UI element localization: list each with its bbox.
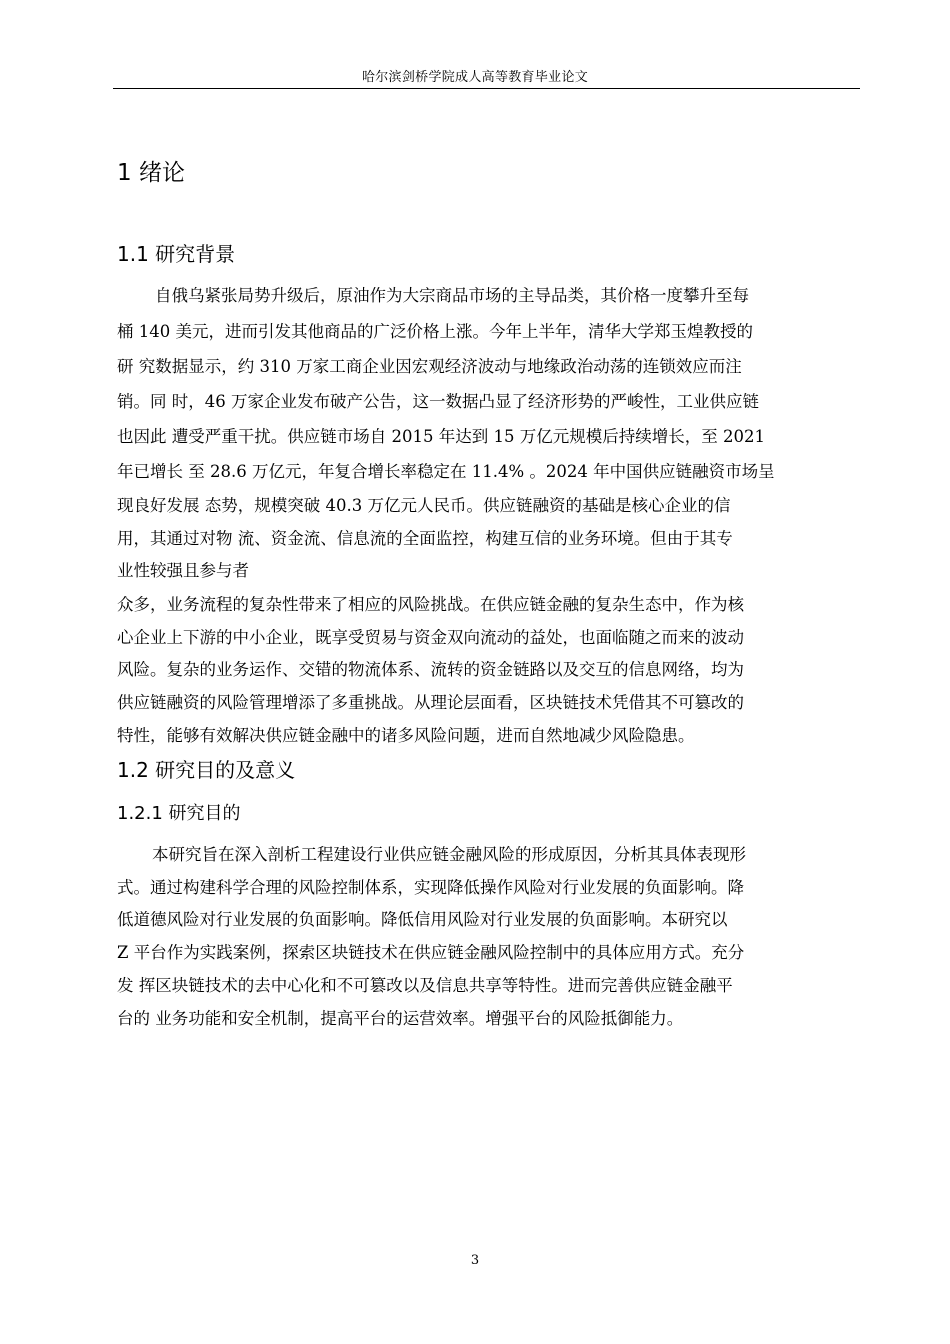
paragraph-line: 风险。复杂的业务运作、交错的物流体系、流转的资金链路以及交互的信息网络，均为 (117, 660, 744, 679)
paragraph-line: Z 平台作为实践案例，探索区块链技术在供应链金融风险控制中的具体应用方式。充分 (117, 943, 745, 962)
page-number: 3 (470, 1253, 480, 1268)
paragraph-line: 本研究旨在深入剖析工程建设行业供应链金融风险的形成原因，分析其具体表现形 (152, 845, 746, 864)
paragraph-line: 式。通过构建科学合理的风险控制体系，实现降低操作风险对行业发展的负面影响。降 (117, 878, 744, 897)
section-title-1-2: 1.2 研究目的及意义 (117, 758, 296, 782)
paragraph-line: 特性，能够有效解决供应链金融中的诸多风险问题，进而自然地减少风险隐患。 (117, 726, 695, 745)
paragraph-line: 台的 业务功能和安全机制，提高平台的运营效率。增强平台的风险抵御能力。 (117, 1009, 684, 1028)
paragraph-line: 低道德风险对行业发展的负面影响。降低信用风险对行业发展的负面影响。本研究以 (117, 910, 728, 929)
paragraph-line: 用，其通过对物 流、资金流、信息流的全面监控，构建互信的业务环境。但由于其专 (117, 529, 733, 548)
header-rule (113, 88, 860, 89)
paragraph-line: 也因此 遭受严重干扰。供应链市场自 2015 年达到 15 万亿元规模后持续增长，至 2021 (117, 427, 765, 446)
paragraph-line: 业性较强且参与者 (117, 561, 249, 580)
paragraph-line: 发 挥区块链技术的去中心化和不可篡改以及信息共享等特性。进而完善供应链金融平 (117, 976, 733, 995)
paragraph-line: 桶 140 美元，进而引发其他商品的广泛价格上涨。今年上半年，清华大学郑玉煌教授的 (117, 322, 753, 341)
section-title-1-1: 1.1 研究背景 (117, 242, 236, 266)
paragraph-line: 研 究数据显示，约 310 万家工商企业因宏观经济波动与地缘政治动荡的连锁效应而注 (117, 357, 742, 376)
subsection-title-1-2-1: 1.2.1 研究目的 (117, 803, 241, 824)
paragraph-line: 现良好发展 态势，规模突破 40.3 万亿元人民币。供应链融资的基础是核心企业的信 (117, 496, 731, 515)
chapter-title: 1 绪论 (117, 160, 185, 186)
paragraph-line: 心企业上下游的中小企业，既享受贸易与资金双向流动的益处，也面临随之而来的波动 (117, 628, 744, 647)
paragraph-line: 年已增长 至 28.6 万亿元，年复合增长率稳定在 11.4% 。2024 年中国供应链融资市场呈 (117, 462, 775, 481)
paragraph-line: 销。同 时，46 万家企业发布破产公告，这一数据凸显了经济形势的严峻性，工业供应链 (117, 392, 759, 411)
paragraph-line: 自俄乌紧张局势升级后，原油作为大宗商品市场的主导品类，其价格一度攀升至每 (155, 286, 749, 305)
paragraph-line: 供应链融资的风险管理增添了多重挑战。从理论层面看，区块链技术凭借其不可篡改的 (117, 693, 744, 712)
running-header: 哈尔滨剑桥学院成人高等教育毕业论文 (361, 70, 589, 85)
paragraph-line: 众多，业务流程的复杂性带来了相应的风险挑战。在供应链金融的复杂生态中，作为核 (117, 595, 744, 614)
